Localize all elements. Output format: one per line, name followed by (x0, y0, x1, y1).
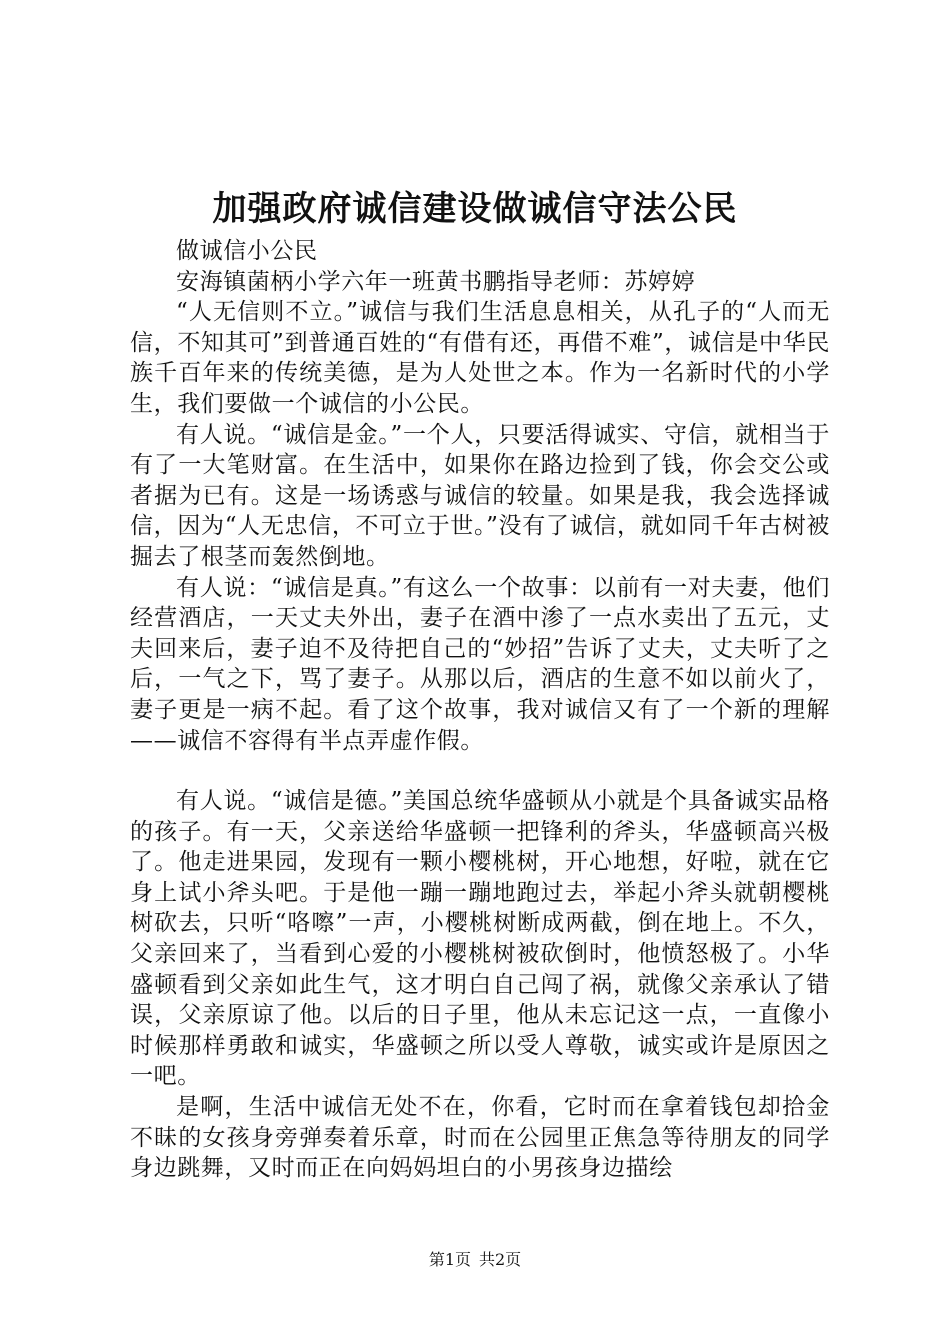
page-total: 共2页 (479, 1250, 522, 1269)
body-paragraph: 是啊，生活中诚信无处不在，你看，它时而在拿着钱包却拾金不昧的女孩身旁弹奏着乐章，时而在公园里正焦急等待朋友的同学身边跳舞，又时而正在向妈妈坦白的小男孩身边描绘 (130, 1094, 830, 1182)
body-paragraph: 有人说。“诚信是金。”一个人，只要活得诚实、守信，就相当于有了一大笔财富。在生活中，如果你在路边捡到了钱，你会交公或者据为已有。这是一场诱惑与诚信的较量。如果是我，我会选择诚信，因为“人无忠信，不可立于世。”没有了诚信，就如同千年古树被掘去了根茎而轰然倒地。 (130, 421, 830, 570)
page-number: 第1页 (428, 1250, 471, 1269)
page-footer (0, 1250, 950, 1270)
body-paragraph: 有人说。“诚信是德。”美国总统华盛顿从小就是个具备诚实品格的孩子。有一天，父亲送给华盛顿一把锋利的斧头，华盛顿高兴极了。他走进果园，发现有一颗小樱桃树，开心地想，好啦，就在它身上试小斧头吧。于是他一蹦一蹦地跑过去，举起小斧头就朝樱桃树砍去，只听“咯嚓”一声，小樱桃树断成两截，倒在地上。不久，父亲回来了，当看到心爱的小樱桃树被砍倒时，他愤怒极了。小华盛顿看到父亲如此生气，这才明白自己闯了祸，就像父亲承认了错误，父亲原谅了他。以后的日子里，他从未忘记这一点，一直像小时候那样勇敢和诚实，华盛顿之所以受人尊敬，诚实或许是原因之一吧。 (130, 788, 830, 1090)
subtitle-paragraph: 做诚信小公民 (176, 238, 318, 264)
document-title: 加强政府诚信建设做诚信守法公民 (212, 189, 738, 229)
body-paragraph: “人无信则不立。”诚信与我们生活息息相关，从孔子的“人而无信，不知其可”到普通百姓的“有借有还，再借不难”，诚信是中华民族千百年来的传统美德，是为人处世之本。作为一名新时代的小学生，我们要做一个诚信的小公民。 (130, 299, 830, 417)
author-paragraph: 安海镇菌柄小学六年一班黄书鹏指导老师：苏婷婷 (176, 268, 696, 295)
document-body (130, 236, 830, 1184)
body-paragraph: 有人说：“诚信是真。”有这么一个故事：以前有一对夫妻，他们经营酒店，一天丈夫外出，妻子在酒中渗了一点水卖出了五元，丈夫回来后，妻子迫不及待把自己的“妙招”告诉了丈夫，丈夫听了之后，一气之下，骂了妻子。从那以后，酒店的生意不如以前火了，妻子更是一病不起。看了这个故事，我对诚信又有了一个新的理解——诚信不容得有半点弄虚作假。 (130, 574, 830, 754)
